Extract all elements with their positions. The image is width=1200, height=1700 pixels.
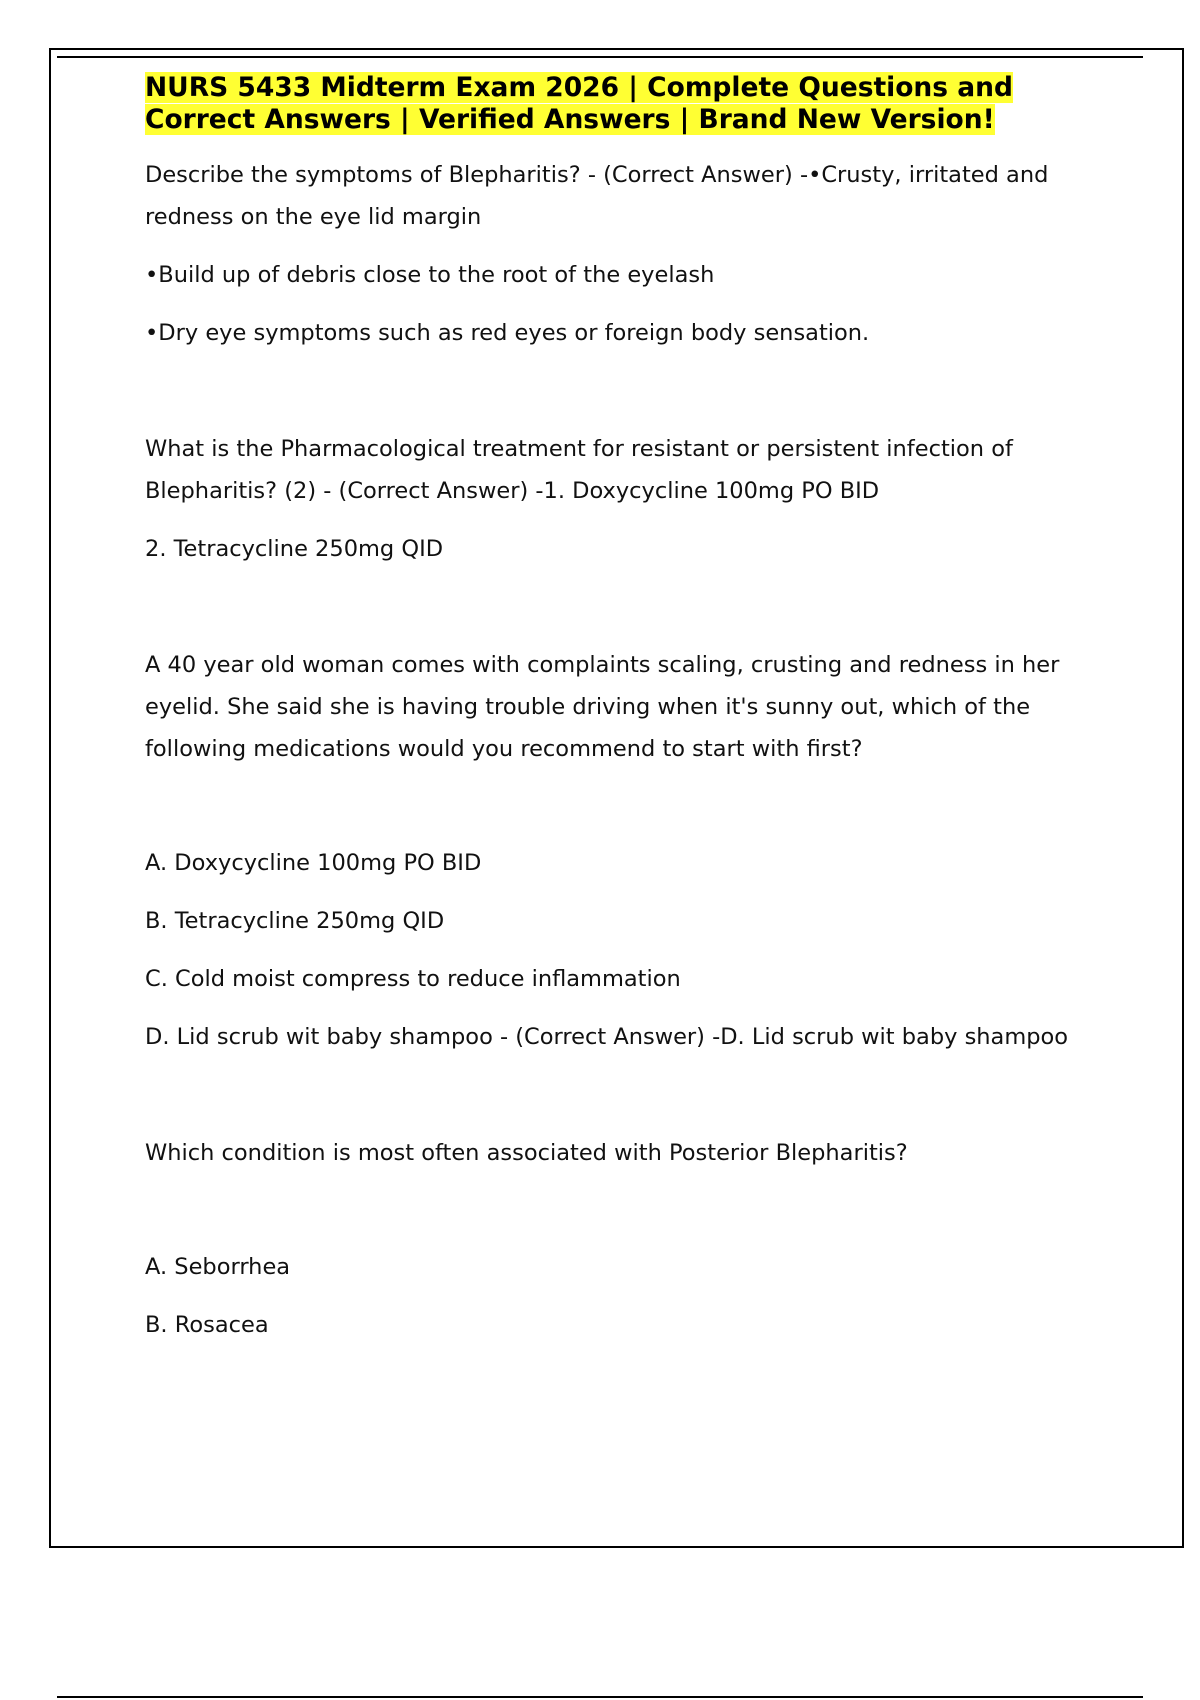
question-1: Describe the symptoms of Blepharitis? - (Correct Answer) -•Crusty, irritated and redness on the eye lid margin (145, 162, 1049, 230)
question-3-option-c: C. Cold moist compress to reduce inflammation (145, 966, 681, 992)
spacer (145, 370, 1090, 428)
spacer (145, 1074, 1090, 1132)
title-highlight: NURS 5433 Midterm Exam 2026 | Complete Questions and Correct Answers | Verified Answers | Brand New Version! (145, 72, 1014, 135)
spacer (145, 786, 1090, 842)
question-3-option-d: D. Lid scrub wit baby shampoo - (Correct Answer) -D. Lid scrub wit baby shampoo (145, 1024, 1069, 1050)
question-4-option-b: B. Rosacea (145, 1312, 269, 1338)
question-4: Which condition is most often associated with Posterior Blepharitis? (145, 1140, 908, 1166)
bottom-rule (57, 1696, 1143, 1698)
document-title (145, 72, 1090, 136)
question-2-item-2: 2. Tetracycline 250mg QID (145, 536, 444, 562)
question-2: What is the Pharmacological treatment for resistant or persistent infection of Blepharitis? (2) - (Correct Answer) -1. Doxycycline 100mg PO BID (145, 436, 1013, 504)
question-3-option-b: B. Tetracycline 250mg QID (145, 908, 445, 934)
question-1-bullet-2: •Dry eye symptoms such as red eyes or foreign body sensation. (145, 320, 870, 346)
spacer (145, 1190, 1090, 1246)
question-1-bullet-1: •Build up of debris close to the root of the eyelash (145, 262, 715, 288)
question-3-option-a: A. Doxycycline 100mg PO BID (145, 850, 482, 876)
document-body (145, 72, 1090, 1362)
spacer (145, 586, 1090, 644)
question-4-option-a: A. Seborrhea (145, 1254, 291, 1280)
question-3: A 40 year old woman comes with complaints scaling, crusting and redness in her eyelid. She said she is having trouble driving when it's sunny out, which of the following medications would you recommend to start with first? (145, 652, 1060, 762)
